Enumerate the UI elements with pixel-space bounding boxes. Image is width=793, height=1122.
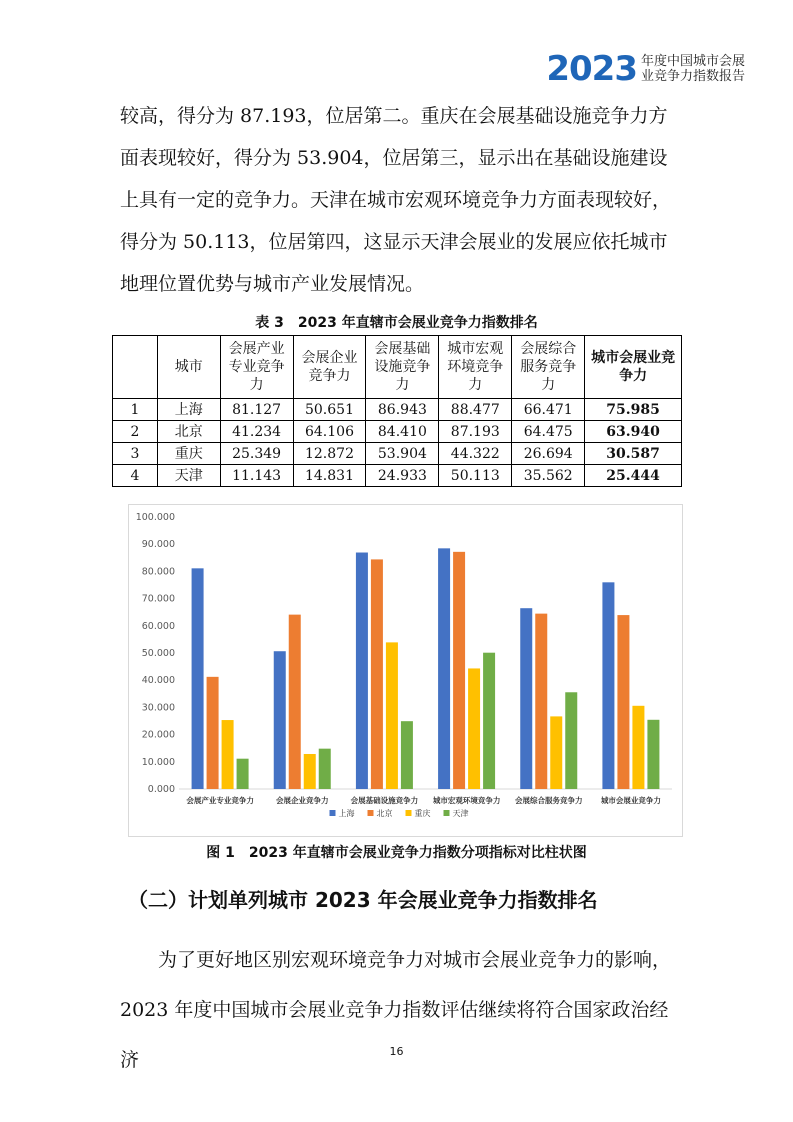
table-cell: 重庆 [157,443,220,465]
table-cell: 12.872 [293,443,366,465]
table-cell: 75.985 [585,399,682,421]
report-logo [546,49,745,89]
legend-label: 重庆 [414,809,431,818]
table-cell: 14.831 [293,465,366,487]
bar [647,720,659,789]
legend-swatch [368,810,374,816]
legend-label: 天津 [452,809,469,818]
table-cell: 41.234 [220,421,293,443]
y-tick-label: 40.000 [141,675,175,687]
x-tick-label: 城市宏观环境竞争力 [432,796,501,805]
table-row [113,399,682,421]
table-cell: 66.471 [512,399,585,421]
y-tick-label: 100.000 [135,512,175,523]
bar [274,651,286,789]
section-heading: （二）计划单列城市 2023 年会展业竞争力指数排名 [128,888,598,912]
report-logo-line1: 年度中国城市会展 [640,54,745,69]
figure-caption: 图 1 2023 年直辖市会展业竞争力指数分项指标对比柱状图 [206,845,587,861]
y-tick-label: 80.000 [141,566,175,578]
table-cell: 64.475 [512,421,585,443]
bar [304,754,316,789]
table-header-cell: 会展基础设施竞争力 [366,336,439,399]
legend-label: 北京 [376,809,393,818]
bar [453,552,465,789]
bar [520,608,532,789]
bar [565,692,577,789]
y-tick-label: 50.000 [141,648,175,659]
y-tick-label: 70.000 [141,593,175,605]
y-tick-label: 0.000 [147,784,175,795]
bar-chart-svg [129,505,682,836]
page-number: 16 [389,1045,404,1058]
legend-swatch [444,810,450,816]
bar [632,706,644,789]
x-tick-label: 会展基础设施竞争力 [350,796,419,805]
table-header-cell: 会展产业专业竞争力 [220,336,293,399]
table-cell: 11.143 [220,465,293,487]
report-logo-line2: 业竞争力指数报告 [640,69,745,84]
table-cell: 26.694 [512,443,585,465]
bar [371,559,383,789]
table-cell: 1 [113,399,158,421]
table-cell: 81.127 [220,399,293,421]
table-cell: 50.113 [439,465,512,487]
bar [483,653,495,789]
bar [289,615,301,789]
table-header-row [113,336,682,399]
table-cell: 84.410 [366,421,439,443]
ranking-table [112,335,682,487]
table-cell: 3 [113,443,158,465]
table-cell: 63.940 [585,421,682,443]
bar [192,568,204,789]
table-cell: 天津 [157,465,220,487]
table-header-cell: 城市会展业竞争力 [585,336,682,399]
body-paragraph: 为了更好地区别宏观环境竞争力对城市会展业竞争力的影响，2023 年度中国城市会展业竞争力指数评估继续将符合国家政治经济 [120,949,672,1071]
bar [356,553,368,789]
table-cell: 88.477 [439,399,512,421]
bar [401,721,413,789]
table-header-cell: 会展企业竞争力 [293,336,366,399]
x-tick-label: 城市会展业竞争力 [600,796,661,805]
table-cell: 64.106 [293,421,366,443]
table-cell: 北京 [157,421,220,443]
table-cell: 4 [113,465,158,487]
table-cell: 24.933 [366,465,439,487]
table-header-cell: 城市 [157,336,220,399]
legend-label: 上海 [338,809,355,818]
bar [617,615,629,789]
bar [468,668,480,789]
table-row [113,465,682,487]
intro-paragraph: 较高，得分为 87.193，位居第二。重庆在会展基础设施竞争力方面表现较好，得分为 53.904，位居第三，显示出在基础设施建设上具有一定的竞争力。天津在城市宏观环境竞争力方面表现较好，得分为 50.113，位居第四，这显示天津会展业的发展应依托城市地理位置优势与城市产业发展情况。 [120,105,672,295]
bar [550,716,562,789]
x-tick-label: 会展企业竞争力 [276,796,329,805]
table-cell: 30.587 [585,443,682,465]
bar [207,677,219,789]
bar [237,759,249,789]
table-header-cell: 会展综合服务竞争力 [512,336,585,399]
table-caption: 表 3 2023 年直辖市会展业竞争力指数排名 [255,315,538,331]
table-cell: 50.651 [293,399,366,421]
bar-chart [128,504,683,837]
x-tick-label: 会展产业专业竞争力 [186,796,254,805]
table-cell: 44.322 [439,443,512,465]
table-cell: 25.444 [585,465,682,487]
bar [386,642,398,789]
table-cell: 上海 [157,399,220,421]
x-tick-label: 会展综合服务竞争力 [515,796,583,805]
y-tick-label: 20.000 [141,729,175,741]
y-tick-label: 90.000 [141,539,175,551]
bar [222,720,234,789]
legend-swatch [330,810,336,816]
y-tick-label: 30.000 [141,702,175,714]
bar [535,614,547,789]
table-header-cell: 城市宏观环境竞争力 [439,336,512,399]
table-row [113,421,682,443]
report-logo-subtitle [641,54,745,84]
bar [319,749,331,789]
table-cell: 53.904 [366,443,439,465]
y-tick-label: 10.000 [141,756,175,768]
bar [602,582,614,789]
y-tick-label: 60.000 [141,620,175,632]
legend-swatch [406,810,412,816]
table-row [113,443,682,465]
table-header-cell [113,336,158,399]
table-cell: 86.943 [366,399,439,421]
bar [438,548,450,789]
table-cell: 2 [113,421,158,443]
table-cell: 25.349 [220,443,293,465]
table-cell: 87.193 [439,421,512,443]
table-cell: 35.562 [512,465,585,487]
report-logo-year: 2023 [546,49,637,89]
